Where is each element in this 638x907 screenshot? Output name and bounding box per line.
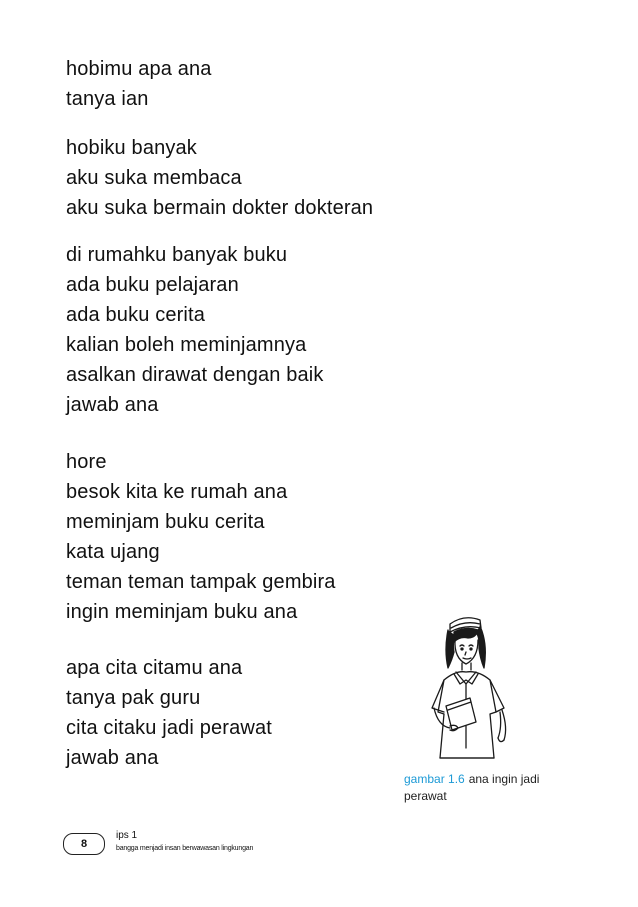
- poem-line: di rumahku banyak buku: [66, 244, 288, 266]
- poem-line: apa cita citamu ana: [66, 657, 243, 679]
- stanza-4: [66, 447, 336, 627]
- poem-line: meminjam buku cerita: [66, 511, 265, 533]
- caption-figure-number: gambar 1.6: [404, 772, 465, 786]
- nurse-girl-illustration: [410, 608, 530, 768]
- poem-line: kata ujang: [66, 541, 160, 563]
- page-number-badge: [63, 833, 105, 855]
- stanza-1: [66, 54, 212, 114]
- footer-book-title: ips 1: [116, 830, 138, 841]
- poem-line: ada buku cerita: [66, 304, 206, 326]
- poem-line: kalian boleh meminjamnya: [66, 334, 307, 356]
- poem-line: besok kita ke rumah ana: [66, 481, 288, 503]
- stanza-5: [66, 653, 272, 773]
- poem-line: hobimu apa ana: [66, 58, 212, 80]
- poem-line: jawab ana: [66, 394, 159, 416]
- poem-line: teman teman tampak gembira: [66, 571, 336, 593]
- caption-text: ana ingin jadi perawat: [404, 772, 540, 803]
- poem-line: tanya ian: [66, 88, 149, 110]
- poem-line: tanya pak guru: [66, 687, 201, 709]
- poem-line: asalkan dirawat dengan baik: [66, 364, 324, 386]
- poem-line: ada buku pelajaran: [66, 274, 239, 296]
- poem-line: jawab ana: [66, 747, 159, 769]
- poem-line: hore: [66, 451, 107, 473]
- stanza-2: [66, 133, 373, 223]
- poem-line: hobiku banyak: [66, 137, 197, 159]
- poem-line: aku suka membaca: [66, 167, 242, 189]
- page-number: 8: [80, 838, 88, 850]
- footer-subtitle: bangga menjadi insan berwawasan lingkungan: [116, 845, 254, 852]
- poem-line: cita citaku jadi perawat: [66, 717, 272, 739]
- poem-line: aku suka bermain dokter dokteran: [66, 197, 374, 219]
- stanza-3: [66, 240, 324, 420]
- poem-line: ingin meminjam buku ana: [66, 601, 298, 623]
- figure-caption: [404, 771, 584, 805]
